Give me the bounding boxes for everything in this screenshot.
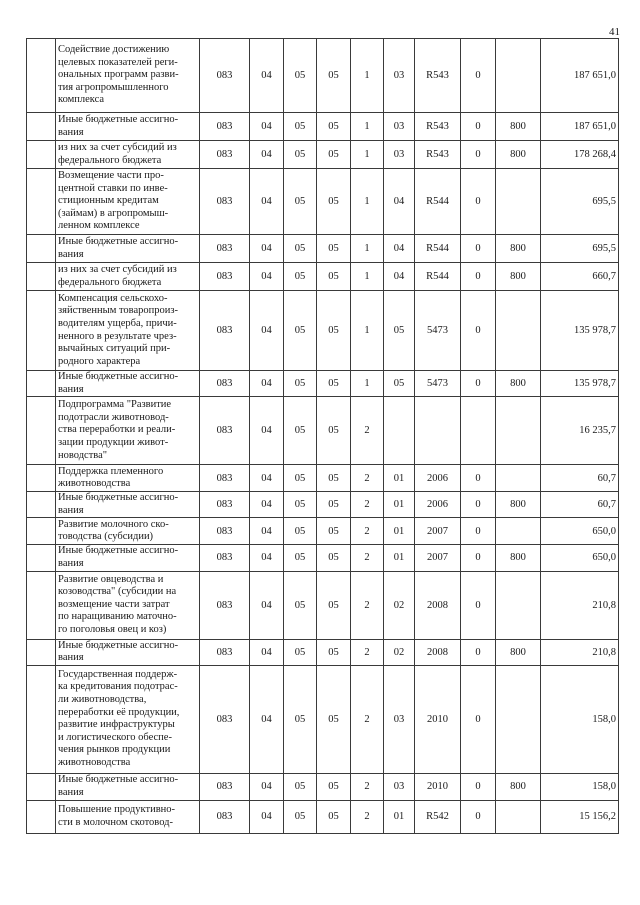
amount: 60,7 <box>541 465 619 492</box>
program-code: 05 <box>317 397 351 465</box>
section-code: 04 <box>250 39 284 113</box>
spending-code: 0 <box>461 291 496 371</box>
row-margin-cell <box>27 518 56 545</box>
row-margin-cell <box>27 235 56 263</box>
section-code: 04 <box>250 800 284 833</box>
section-code: 04 <box>250 263 284 291</box>
row-name: Содействие достижению целевых показателей реги- ональных программ разви- тия агропромышленного комплекса <box>56 39 200 113</box>
row-margin-cell <box>27 665 56 773</box>
ministry-code: 083 <box>200 800 250 833</box>
section-code: 04 <box>250 665 284 773</box>
event-code: 05 <box>384 371 415 397</box>
spending-code: 0 <box>461 571 496 639</box>
spending-code: 0 <box>461 371 496 397</box>
row-margin-cell <box>27 291 56 371</box>
section-code: 04 <box>250 545 284 571</box>
expense-type-code: 800 <box>496 235 541 263</box>
ministry-code: 083 <box>200 39 250 113</box>
spending-code: 0 <box>461 39 496 113</box>
event-code: 03 <box>384 665 415 773</box>
direction-code: R544 <box>415 263 461 291</box>
expense-type-code <box>496 800 541 833</box>
section-code: 04 <box>250 571 284 639</box>
subsection-code: 05 <box>284 235 317 263</box>
subsection-code: 05 <box>284 141 317 169</box>
spending-code: 0 <box>461 492 496 518</box>
table-row <box>27 571 619 639</box>
direction-code: 2008 <box>415 571 461 639</box>
row-name: Иные бюджетные ассигно- вания <box>56 639 200 665</box>
amount: 210,8 <box>541 571 619 639</box>
row-name: Иные бюджетные ассигно- вания <box>56 113 200 141</box>
subprogram-code: 2 <box>351 571 384 639</box>
amount: 135 978,7 <box>541 291 619 371</box>
ministry-code: 083 <box>200 518 250 545</box>
table-row <box>27 639 619 665</box>
ministry-code: 083 <box>200 665 250 773</box>
section-code: 04 <box>250 169 284 235</box>
table-row <box>27 465 619 492</box>
row-margin-cell <box>27 169 56 235</box>
row-name: Возмещение части про- центной ставки по инве- стиционным кредитам (займам) в агропромыш- ленном комплексе <box>56 169 200 235</box>
expense-type-code: 800 <box>496 492 541 518</box>
section-code: 04 <box>250 465 284 492</box>
program-code: 05 <box>317 291 351 371</box>
subsection-code: 05 <box>284 397 317 465</box>
section-code: 04 <box>250 518 284 545</box>
row-name: Развитие молочного ско- товодства (субсидии) <box>56 518 200 545</box>
ministry-code: 083 <box>200 235 250 263</box>
ministry-code: 083 <box>200 141 250 169</box>
spending-code <box>461 397 496 465</box>
spending-code: 0 <box>461 235 496 263</box>
page-number: 41 <box>609 26 620 38</box>
subsection-code: 05 <box>284 113 317 141</box>
direction-code: 5473 <box>415 291 461 371</box>
table-row <box>27 169 619 235</box>
subprogram-code: 2 <box>351 518 384 545</box>
direction-code: 2008 <box>415 639 461 665</box>
table-row <box>27 113 619 141</box>
program-code: 05 <box>317 773 351 800</box>
expense-type-code <box>496 571 541 639</box>
row-name: из них за счет субсидий из федерального бюджета <box>56 141 200 169</box>
program-code: 05 <box>317 571 351 639</box>
spending-code: 0 <box>461 113 496 141</box>
subsection-code: 05 <box>284 639 317 665</box>
table-row <box>27 800 619 833</box>
subsection-code: 05 <box>284 39 317 113</box>
table-row <box>27 492 619 518</box>
spending-code: 0 <box>461 665 496 773</box>
subprogram-code: 2 <box>351 545 384 571</box>
row-name: Иные бюджетные ассигно- вания <box>56 492 200 518</box>
section-code: 04 <box>250 113 284 141</box>
section-code: 04 <box>250 773 284 800</box>
event-code: 03 <box>384 141 415 169</box>
amount: 178 268,4 <box>541 141 619 169</box>
direction-code: 2010 <box>415 773 461 800</box>
subsection-code: 05 <box>284 545 317 571</box>
ministry-code: 083 <box>200 169 250 235</box>
section-code: 04 <box>250 235 284 263</box>
row-margin-cell <box>27 773 56 800</box>
table-row <box>27 397 619 465</box>
subsection-code: 05 <box>284 571 317 639</box>
row-margin-cell <box>27 371 56 397</box>
budget-table <box>26 38 619 834</box>
direction-code: R543 <box>415 39 461 113</box>
program-code: 05 <box>317 371 351 397</box>
subprogram-code: 2 <box>351 492 384 518</box>
direction-code: R544 <box>415 235 461 263</box>
expense-type-code: 800 <box>496 141 541 169</box>
subprogram-code: 2 <box>351 665 384 773</box>
table-row <box>27 518 619 545</box>
ministry-code: 083 <box>200 371 250 397</box>
event-code: 03 <box>384 39 415 113</box>
row-margin-cell <box>27 263 56 291</box>
table-row <box>27 141 619 169</box>
table-row <box>27 665 619 773</box>
event-code: 01 <box>384 492 415 518</box>
spending-code: 0 <box>461 639 496 665</box>
amount: 210,8 <box>541 639 619 665</box>
program-code: 05 <box>317 39 351 113</box>
amount: 60,7 <box>541 492 619 518</box>
program-code: 05 <box>317 169 351 235</box>
expense-type-code: 800 <box>496 545 541 571</box>
section-code: 04 <box>250 492 284 518</box>
section-code: 04 <box>250 141 284 169</box>
expense-type-code <box>496 397 541 465</box>
direction-code: 2007 <box>415 518 461 545</box>
amount: 650,0 <box>541 518 619 545</box>
section-code: 04 <box>250 291 284 371</box>
amount: 650,0 <box>541 545 619 571</box>
row-name: Иные бюджетные ассигно- вания <box>56 773 200 800</box>
row-margin-cell <box>27 113 56 141</box>
spending-code: 0 <box>461 465 496 492</box>
subsection-code: 05 <box>284 800 317 833</box>
spending-code: 0 <box>461 773 496 800</box>
row-margin-cell <box>27 492 56 518</box>
event-code <box>384 397 415 465</box>
subprogram-code: 1 <box>351 263 384 291</box>
event-code: 05 <box>384 291 415 371</box>
row-name: Компенсация сельскохо- зяйственным товаропроиз- водителям ущерба, причи- ненного в результате чрез- вычайных ситуаций при- родного характера <box>56 291 200 371</box>
expense-type-code <box>496 169 541 235</box>
direction-code: 2006 <box>415 465 461 492</box>
section-code: 04 <box>250 371 284 397</box>
direction-code: R542 <box>415 800 461 833</box>
row-margin-cell <box>27 545 56 571</box>
amount: 695,5 <box>541 235 619 263</box>
event-code: 03 <box>384 773 415 800</box>
direction-code: 2006 <box>415 492 461 518</box>
subprogram-code: 2 <box>351 773 384 800</box>
row-name: Иные бюджетные ассигно- вания <box>56 235 200 263</box>
amount: 660,7 <box>541 263 619 291</box>
spending-code: 0 <box>461 800 496 833</box>
event-code: 01 <box>384 800 415 833</box>
event-code: 04 <box>384 263 415 291</box>
spending-code: 0 <box>461 141 496 169</box>
direction-code: R543 <box>415 141 461 169</box>
subsection-code: 05 <box>284 773 317 800</box>
expense-type-code <box>496 465 541 492</box>
row-margin-cell <box>27 141 56 169</box>
event-code: 02 <box>384 571 415 639</box>
subprogram-code: 1 <box>351 39 384 113</box>
row-name: Государственная поддерж- ка кредитования подотрас- ли животноводства, переработки её продукции, развитие инфраструктуры и логистического обеспе- чения рынков продукции животноводства <box>56 665 200 773</box>
subprogram-code: 1 <box>351 371 384 397</box>
amount: 135 978,7 <box>541 371 619 397</box>
ministry-code: 083 <box>200 263 250 291</box>
subsection-code: 05 <box>284 465 317 492</box>
program-code: 05 <box>317 492 351 518</box>
subsection-code: 05 <box>284 169 317 235</box>
spending-code: 0 <box>461 169 496 235</box>
event-code: 01 <box>384 465 415 492</box>
row-margin-cell <box>27 639 56 665</box>
row-margin-cell <box>27 39 56 113</box>
subprogram-code: 2 <box>351 397 384 465</box>
subprogram-code: 2 <box>351 465 384 492</box>
event-code: 04 <box>384 235 415 263</box>
event-code: 02 <box>384 639 415 665</box>
expense-type-code: 800 <box>496 371 541 397</box>
ministry-code: 083 <box>200 545 250 571</box>
ministry-code: 083 <box>200 113 250 141</box>
program-code: 05 <box>317 141 351 169</box>
row-name: Поддержка племенного животноводства <box>56 465 200 492</box>
table-row <box>27 371 619 397</box>
amount: 187 651,0 <box>541 113 619 141</box>
row-name: Подпрограмма "Развитие подотрасли животновод- ства переработки и реали- зации продукции живот- новодства" <box>56 397 200 465</box>
program-code: 05 <box>317 263 351 291</box>
program-code: 05 <box>317 639 351 665</box>
subprogram-code: 1 <box>351 113 384 141</box>
expense-type-code <box>496 665 541 773</box>
ministry-code: 083 <box>200 465 250 492</box>
direction-code: 2010 <box>415 665 461 773</box>
amount: 15 156,2 <box>541 800 619 833</box>
expense-type-code: 800 <box>496 263 541 291</box>
amount: 158,0 <box>541 773 619 800</box>
expense-type-code <box>496 518 541 545</box>
program-code: 05 <box>317 545 351 571</box>
event-code: 03 <box>384 113 415 141</box>
table-row <box>27 291 619 371</box>
expense-type-code: 800 <box>496 113 541 141</box>
program-code: 05 <box>317 113 351 141</box>
subprogram-code: 1 <box>351 291 384 371</box>
subprogram-code: 1 <box>351 141 384 169</box>
row-name: Повышение продуктивно- сти в молочном скотовод- <box>56 800 200 833</box>
ministry-code: 083 <box>200 571 250 639</box>
direction-code <box>415 397 461 465</box>
subsection-code: 05 <box>284 518 317 545</box>
table-row <box>27 545 619 571</box>
section-code: 04 <box>250 639 284 665</box>
expense-type-code: 800 <box>496 639 541 665</box>
event-code: 01 <box>384 518 415 545</box>
program-code: 05 <box>317 800 351 833</box>
direction-code: R543 <box>415 113 461 141</box>
program-code: 05 <box>317 235 351 263</box>
event-code: 04 <box>384 169 415 235</box>
subsection-code: 05 <box>284 371 317 397</box>
row-margin-cell <box>27 800 56 833</box>
subprogram-code: 2 <box>351 639 384 665</box>
amount: 16 235,7 <box>541 397 619 465</box>
table-row <box>27 773 619 800</box>
subsection-code: 05 <box>284 263 317 291</box>
row-margin-cell <box>27 571 56 639</box>
program-code: 05 <box>317 518 351 545</box>
spending-code: 0 <box>461 545 496 571</box>
program-code: 05 <box>317 665 351 773</box>
direction-code: R544 <box>415 169 461 235</box>
row-margin-cell <box>27 397 56 465</box>
ministry-code: 083 <box>200 291 250 371</box>
spending-code: 0 <box>461 518 496 545</box>
table-row <box>27 263 619 291</box>
amount: 158,0 <box>541 665 619 773</box>
program-code: 05 <box>317 465 351 492</box>
subsection-code: 05 <box>284 665 317 773</box>
row-name: Иные бюджетные ассигно- вания <box>56 371 200 397</box>
subprogram-code: 1 <box>351 169 384 235</box>
ministry-code: 083 <box>200 639 250 665</box>
ministry-code: 083 <box>200 397 250 465</box>
ministry-code: 083 <box>200 492 250 518</box>
section-code: 04 <box>250 397 284 465</box>
subsection-code: 05 <box>284 291 317 371</box>
table-row <box>27 235 619 263</box>
direction-code: 2007 <box>415 545 461 571</box>
event-code: 01 <box>384 545 415 571</box>
expense-type-code <box>496 39 541 113</box>
amount: 187 651,0 <box>541 39 619 113</box>
row-name: Иные бюджетные ассигно- вания <box>56 545 200 571</box>
row-name: из них за счет субсидий из федерального бюджета <box>56 263 200 291</box>
direction-code: 5473 <box>415 371 461 397</box>
row-margin-cell <box>27 465 56 492</box>
expense-type-code: 800 <box>496 773 541 800</box>
expense-type-code <box>496 291 541 371</box>
amount: 695,5 <box>541 169 619 235</box>
subprogram-code: 2 <box>351 800 384 833</box>
ministry-code: 083 <box>200 773 250 800</box>
spending-code: 0 <box>461 263 496 291</box>
subsection-code: 05 <box>284 492 317 518</box>
row-name: Развитие овцеводства и козоводства" (субсидии на возмещение части затрат по наращиванию маточно- го поголовья овец и коз) <box>56 571 200 639</box>
subprogram-code: 1 <box>351 235 384 263</box>
table-row <box>27 39 619 113</box>
